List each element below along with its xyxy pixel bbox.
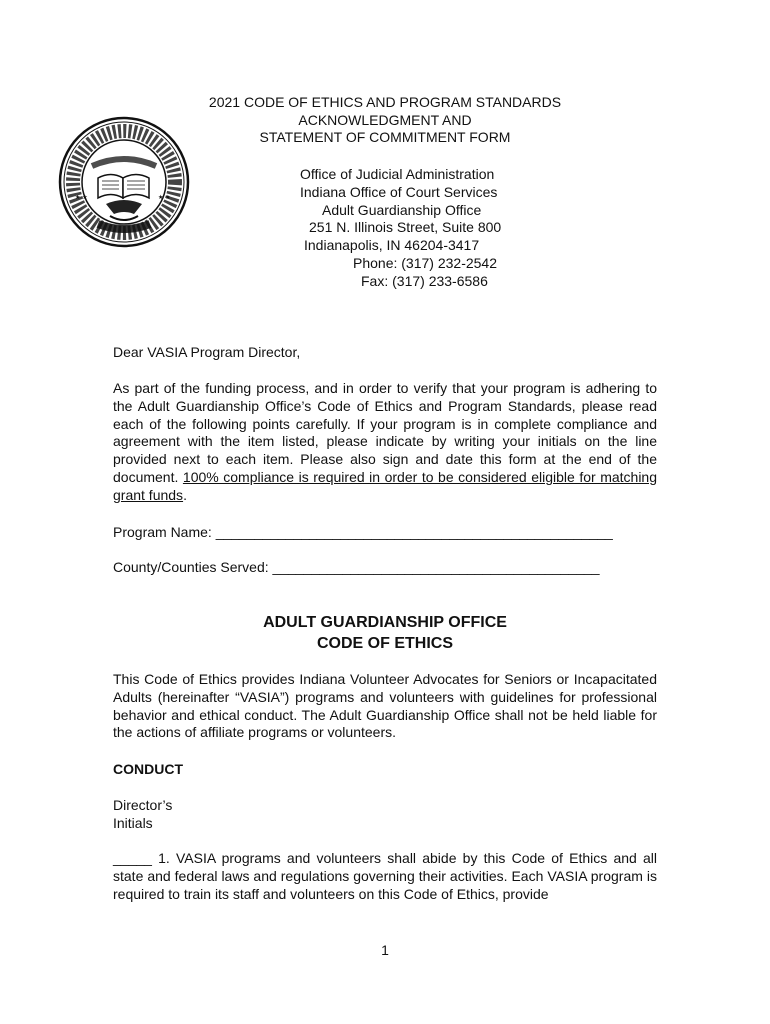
program-name-field[interactable]	[113, 524, 657, 542]
page-number: 1	[381, 942, 389, 958]
conduct-item-1	[113, 850, 657, 903]
county-served-blank[interactable]: __________________________________________	[272, 559, 600, 575]
compliance-requirement: 100% compliance is required in order to be considered eligible for matching grant funds	[113, 468, 657, 503]
office-line-1: Office of Judicial Administration	[300, 166, 495, 182]
conduct-heading: CONDUCT	[113, 761, 183, 777]
office-line-5: Indianapolis, IN 46204-3417	[304, 237, 480, 254]
office-line-2: Indiana Office of Court Services	[300, 183, 498, 200]
county-served-field[interactable]	[113, 559, 657, 577]
initials-label-line-1: Director’s	[113, 797, 173, 813]
code-title-line-2: CODE OF ETHICS	[316, 635, 453, 652]
office-address	[300, 166, 560, 291]
initials-label-line-2: Initials	[113, 814, 153, 831]
program-name-blank[interactable]: ___________________________________________________	[215, 524, 613, 540]
code-of-ethics-title	[170, 612, 600, 654]
item-1-initials-blank[interactable]: _____	[113, 850, 152, 866]
instruction-paragraph	[113, 380, 657, 505]
office-line-4: 251 N. Illinois Street, Suite 800	[309, 219, 502, 236]
form-title-line-1: 2021 CODE OF ETHICS AND PROGRAM STANDARDS	[208, 94, 562, 110]
code-intro-paragraph: This Code of Ethics provides Indiana Volunteer Advocates for Seniors or Incapacitated Adults (hereinafter “VASIA”) programs and volunteers with guidelines for professional behavior and ethical conduct. The Adult Guardianship Office shall not be held liable for the actions of affiliate programs or volunteers.	[113, 671, 657, 741]
form-title-line-2: ACKNOWLEDGMENT AND	[298, 111, 472, 128]
county-served-label: County/Counties Served:	[113, 559, 269, 575]
item-1-text: 1. VASIA programs and volunteers shall abide by this Code of Ethics and all state and federal laws and regulations governing their activities. Each VASIA program is required to train its staff and volunteers on this Code of Ethics, provide	[113, 850, 657, 902]
program-name-label: Program Name:	[113, 524, 212, 540]
form-title	[170, 94, 600, 147]
directors-initials-label	[113, 797, 657, 833]
office-fax: Fax: (317) 233-6586	[361, 272, 488, 289]
svg-text:★ ★: ★ ★	[75, 194, 88, 201]
office-line-3: Adult Guardianship Office	[322, 201, 482, 218]
form-title-line-3: STATEMENT OF COMMITMENT FORM	[259, 129, 511, 145]
office-phone: Phone: (317) 232-2542	[353, 254, 497, 271]
instruction-text: As part of the funding process, and in order to verify that your program is adhering to the Adult Guardianship Office’s Code of Ethics and Program Standards, please read each of the following points carefully. If your program is in complete compliance and agreement with the item listed, please indicate by writing your initials on the line provided next to each item. Please also sign and date this form at the end of the document.	[113, 380, 657, 485]
salutation: Dear VASIA Program Director,	[113, 344, 301, 360]
code-title-line-1: ADULT GUARDIANSHIP OFFICE	[263, 614, 507, 631]
instruction-end: .	[183, 486, 187, 503]
svg-text:★ ★: ★ ★	[158, 194, 171, 201]
